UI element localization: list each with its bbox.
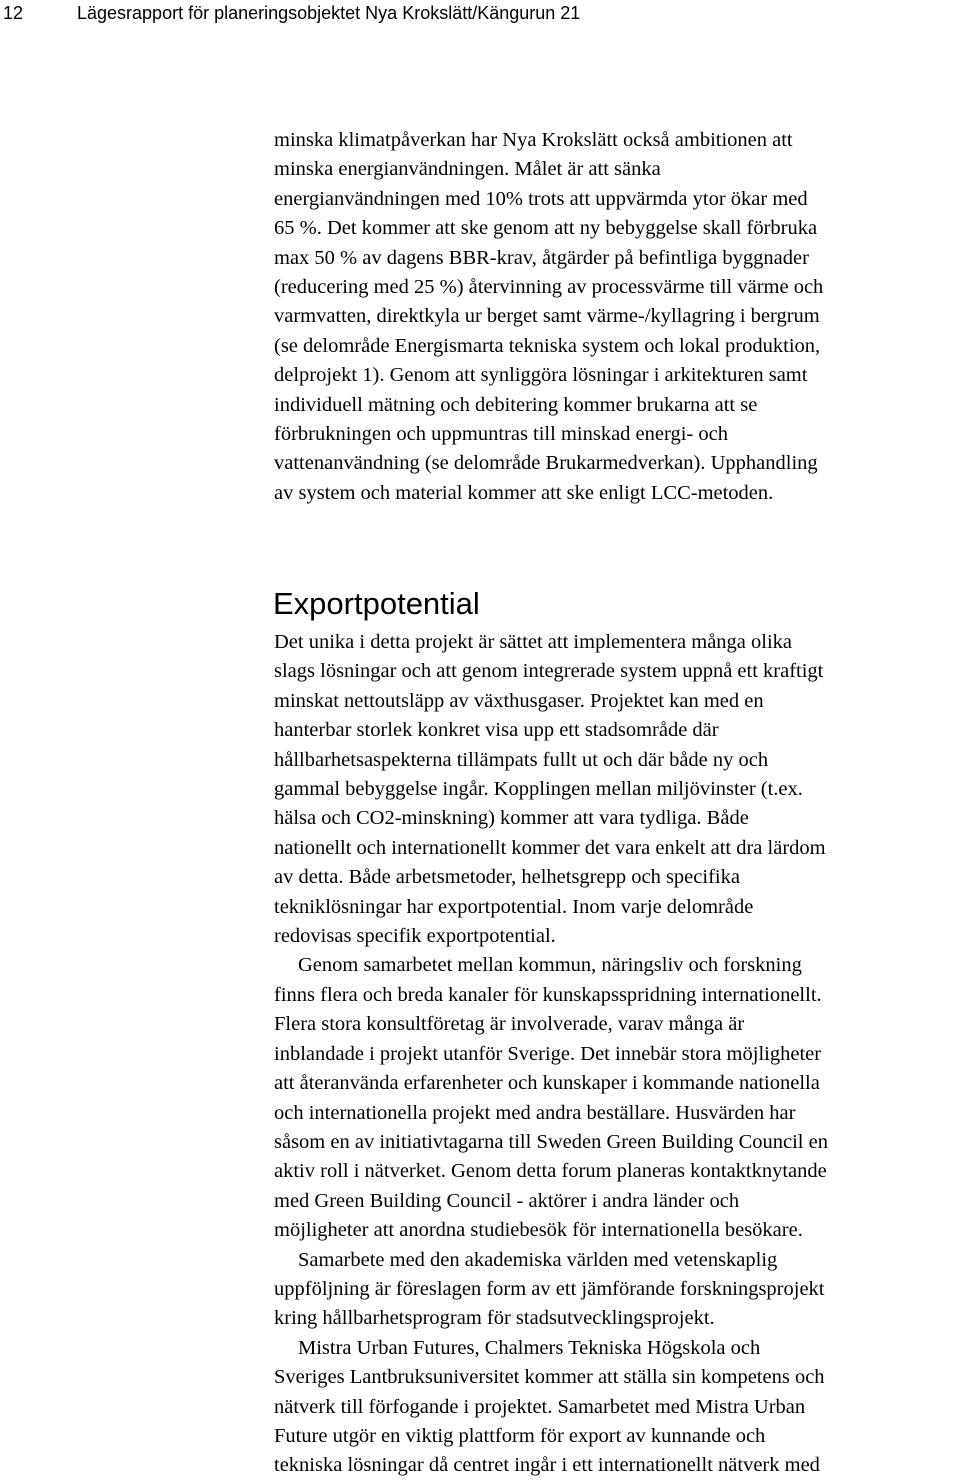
text-line: av detta. Både arbetsmetoder, helhetsgrepp och specifika: [274, 866, 740, 889]
text-line: hållbarhetsaspekterna tillämpats fullt ut och där både ny och: [274, 748, 769, 771]
text-line: hälsa och CO2-minskning) kommer att vara tydliga. Både: [274, 807, 749, 830]
text-line: Genom samarbetet mellan kommun, näringsliv och forskning: [298, 954, 802, 977]
intro-paragraph: [274, 126, 958, 508]
text-line: finns flera och breda kanaler för kunskapsspridning internationellt.: [274, 983, 822, 1006]
text-line: delprojekt 1). Genom att synliggöra lösningar i arkitekturen samt: [274, 364, 808, 387]
text-line: aktiv roll i nätverket. Genom detta forum planeras kontaktknytande: [274, 1160, 827, 1183]
text-line: slags lösningar och att genom integrerade system uppnå ett kraftigt: [274, 660, 824, 683]
text-line: såsom en av initiativtagarna till Sweden Green Building Council en: [274, 1130, 828, 1153]
text-line: minska klimatpåverkan har Nya Krokslätt också ambitionen att: [274, 129, 793, 151]
text-line: Sveriges Lantbruksuniversitet kommer att ställa sin kompetens och: [274, 1366, 825, 1389]
text-line: kring hållbarhetsprogram för stadsutvecklingsprojekt.: [274, 1307, 715, 1330]
text-line: inblandade i projekt utanför Sverige. Det innebär stora möjligheter: [274, 1042, 822, 1065]
paragraph: [274, 1246, 958, 1334]
text-line: vattenanvändning (se delområde Brukarmedverkan). Upphandling: [274, 452, 818, 475]
paragraph: [274, 951, 958, 1245]
text-line: tekniklösningar har exportpotential. Inom varje delområde: [274, 895, 754, 918]
text-line: energianvändningen med 10% trots att uppvärmda ytor ökar med: [274, 187, 808, 210]
text-line: max 50 % av dagens BBR-krav, åtgärder på befintliga byggnader: [274, 246, 809, 269]
text-line: nätverk till förfogande i projektet. Samarbetet med Mistra Urban: [274, 1395, 806, 1418]
text-line: minskat nettoutsläpp av växthusgaser. Projektet kan med en: [274, 689, 764, 712]
section-heading-exportpotential: Exportpotential: [273, 586, 480, 621]
page-number: 12: [3, 3, 24, 23]
export-section-body: [274, 628, 958, 1481]
text-line: hanterbar storlek konkret visa upp ett stadsområde där: [274, 719, 719, 742]
page-header: [0, 0, 960, 30]
text-line: uppföljning är föreslagen form av ett jämförande forskningsprojekt: [274, 1277, 825, 1300]
text-line: Future utgör en viktig plattform för export av kunnande och: [274, 1424, 766, 1447]
text-line: varmvatten, direktkyla ur berget samt värme-/kyllagring i bergrum: [274, 305, 820, 328]
text-line: att återanvända erfarenheter och kunskaper i kommande nationella: [274, 1072, 820, 1095]
text-line: nationellt och internationellt kommer det vara enkelt att dra lärdom: [274, 836, 826, 859]
text-line: med Green Building Council - aktörer i andra länder och: [274, 1189, 740, 1212]
text-line: gammal bebyggelse ingår. Kopplingen mellan miljövinster (t.ex.: [274, 778, 803, 801]
paragraph: [274, 628, 958, 951]
text-line: Samarbete med den akademiska världen med vetenskaplig: [298, 1248, 778, 1271]
paragraph: [274, 1334, 958, 1481]
running-title: Lägesrapport för planeringsobjektet Nya Krokslätt/Kängurun 21: [77, 3, 581, 23]
text-line: Flera stora konsultföretag är involverade, varav många är: [274, 1013, 745, 1036]
text-line: och internationella projekt med andra beställare. Husvärden har: [274, 1101, 796, 1124]
text-line: 65 %. Det kommer att ske genom att ny bebyggelse skall förbruka: [274, 217, 818, 240]
text-line: minska energianvändningen. Målet är att sänka: [274, 158, 661, 181]
text-line: individuell mätning och debitering kommer brukarna att se: [274, 393, 758, 416]
text-line: av system och material kommer att ske enligt LCC-metoden.: [274, 481, 774, 504]
text-line: möjligheter att anordna studiebesök för internationella besökare.: [274, 1219, 803, 1242]
text-line: förbrukningen och uppmuntras till minskad energi- och: [274, 423, 728, 446]
text-line: Det unika i detta projekt är sättet att implementera många olika: [274, 631, 793, 653]
text-line: Mistra Urban Futures, Chalmers Tekniska Högskola och: [298, 1336, 761, 1359]
text-line: tekniska lösningar då centret ingår i ett internationellt nätverk med: [274, 1454, 820, 1477]
text-line: redovisas specifik exportpotential.: [274, 925, 556, 948]
text-line: (se delområde Energismarta tekniska system och lokal produktion,: [274, 334, 821, 357]
text-line: (reducering med 25 %) återvinning av processvärme till värme och: [274, 276, 824, 299]
